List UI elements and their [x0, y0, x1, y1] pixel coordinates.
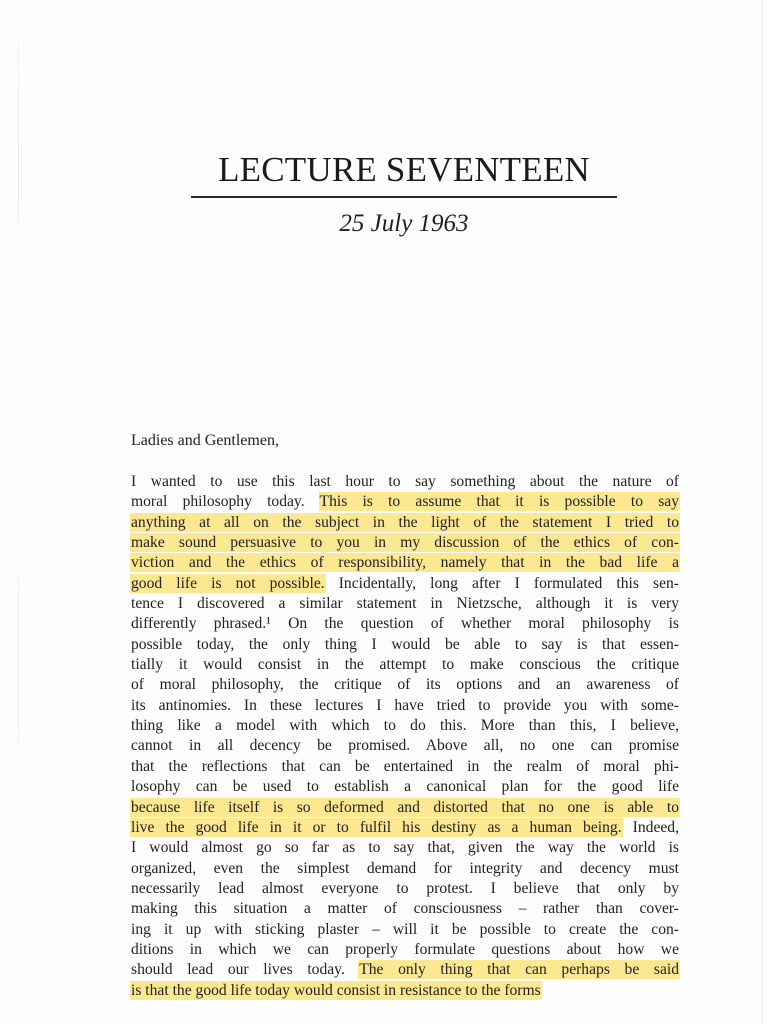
- text-line: [131, 879, 679, 899]
- line-text: ditions in which we can properly formulate questions about how we: [131, 940, 679, 958]
- text-line: [131, 635, 679, 655]
- line-text: possible today, the only thing I would be able to say is that essen-: [131, 635, 679, 653]
- line-text: necessarily lead almost everyone to protest. I believe that only by: [131, 879, 679, 897]
- scan-edge-right: [762, 0, 763, 1024]
- highlighted-passage: This is to assume that it is possible to say: [319, 493, 679, 511]
- text-line: [131, 777, 679, 797]
- line-text: losophy can be used to establish a canonical plan for the good life: [131, 778, 679, 796]
- highlighted-passage: The only thing that can perhaps be said: [359, 961, 679, 979]
- line-text: organized, even the simplest demand for integrity and decency must: [131, 859, 679, 877]
- highlighted-passage: anything at all on the subject in the light of the statement I tried to: [131, 513, 679, 531]
- text-line: [131, 492, 679, 512]
- text-line: [131, 920, 679, 940]
- line-text: should lead our lives today.: [131, 961, 360, 979]
- text-line: [131, 594, 679, 614]
- text-line: [131, 533, 679, 553]
- text-line: [131, 838, 679, 858]
- text-line: [131, 736, 679, 756]
- text-line: [131, 981, 679, 1001]
- text-line: [131, 553, 679, 573]
- line-text: cannot in all decency be promised. Above all, no one can promise: [131, 737, 679, 755]
- body-text: [131, 472, 679, 1001]
- highlighted-passage: is that the good life today would consist in resistance to the forms: [131, 981, 541, 999]
- text-line: [131, 655, 679, 675]
- text-line: [131, 614, 679, 634]
- highlighted-passage: live the good life in it or to fulfil his destiny as a human being.: [131, 818, 622, 836]
- line-text: its antinomies. In these lectures I have tried to provide you with some-: [131, 696, 679, 714]
- text-line: [131, 716, 679, 736]
- text-line: [131, 798, 679, 818]
- scan-edge-left: [18, 0, 19, 1024]
- text-line: [131, 757, 679, 777]
- line-text: thing like a model with which to do this. More than this, I believe,: [131, 717, 679, 735]
- line-text: tially it would consist in the attempt to make conscious the critique: [131, 656, 679, 674]
- text-line: [131, 472, 679, 492]
- salutation: Ladies and Gentlemen,: [131, 432, 279, 449]
- text-line: [131, 960, 679, 980]
- title-underline: [191, 196, 617, 198]
- text-line: [131, 818, 679, 838]
- line-text: Indeed,: [621, 818, 679, 836]
- chapter-title: LECTURE SEVENTEEN: [218, 150, 590, 189]
- highlighted-passage: good life is not possible.: [131, 574, 325, 592]
- line-text: Incidentally, long after I formulated this sen-: [324, 574, 679, 592]
- lecture-date: 25 July 1963: [339, 210, 469, 237]
- text-line: [131, 899, 679, 919]
- line-text: I would almost go so far as to say that, given the way the world is: [131, 839, 679, 857]
- line-text: I wanted to use this last hour to say something about the nature of: [131, 473, 679, 490]
- text-line: [131, 513, 679, 533]
- line-text: that the reflections that can be entertained in the realm of moral phi-: [131, 757, 679, 775]
- line-text: making this situation a matter of consciousness – rather than cover-: [131, 900, 679, 918]
- highlighted-passage: viction and the ethics of responsibility, namely that in the bad life a: [131, 554, 679, 572]
- line-text: ing it up with sticking plaster – will it be possible to create the con-: [131, 920, 679, 938]
- highlighted-passage: because life itself is so deformed and distorted that no one is able to: [131, 798, 679, 816]
- line-text: moral philosophy today.: [131, 493, 320, 511]
- text-line: [131, 696, 679, 716]
- line-text: tence I discovered a similar statement in Nietzsche, although it is very: [131, 595, 679, 613]
- text-line: [131, 574, 679, 594]
- text-line: [131, 940, 679, 960]
- line-text: differently phrased.¹ On the question of whether moral philosophy is: [131, 615, 679, 633]
- highlighted-passage: make sound persuasive to you in my discussion of the ethics of con-: [131, 534, 679, 552]
- line-text: of moral philosophy, the critique of its options and an awareness of: [131, 676, 679, 694]
- text-line: [131, 675, 679, 695]
- text-line: [131, 859, 679, 879]
